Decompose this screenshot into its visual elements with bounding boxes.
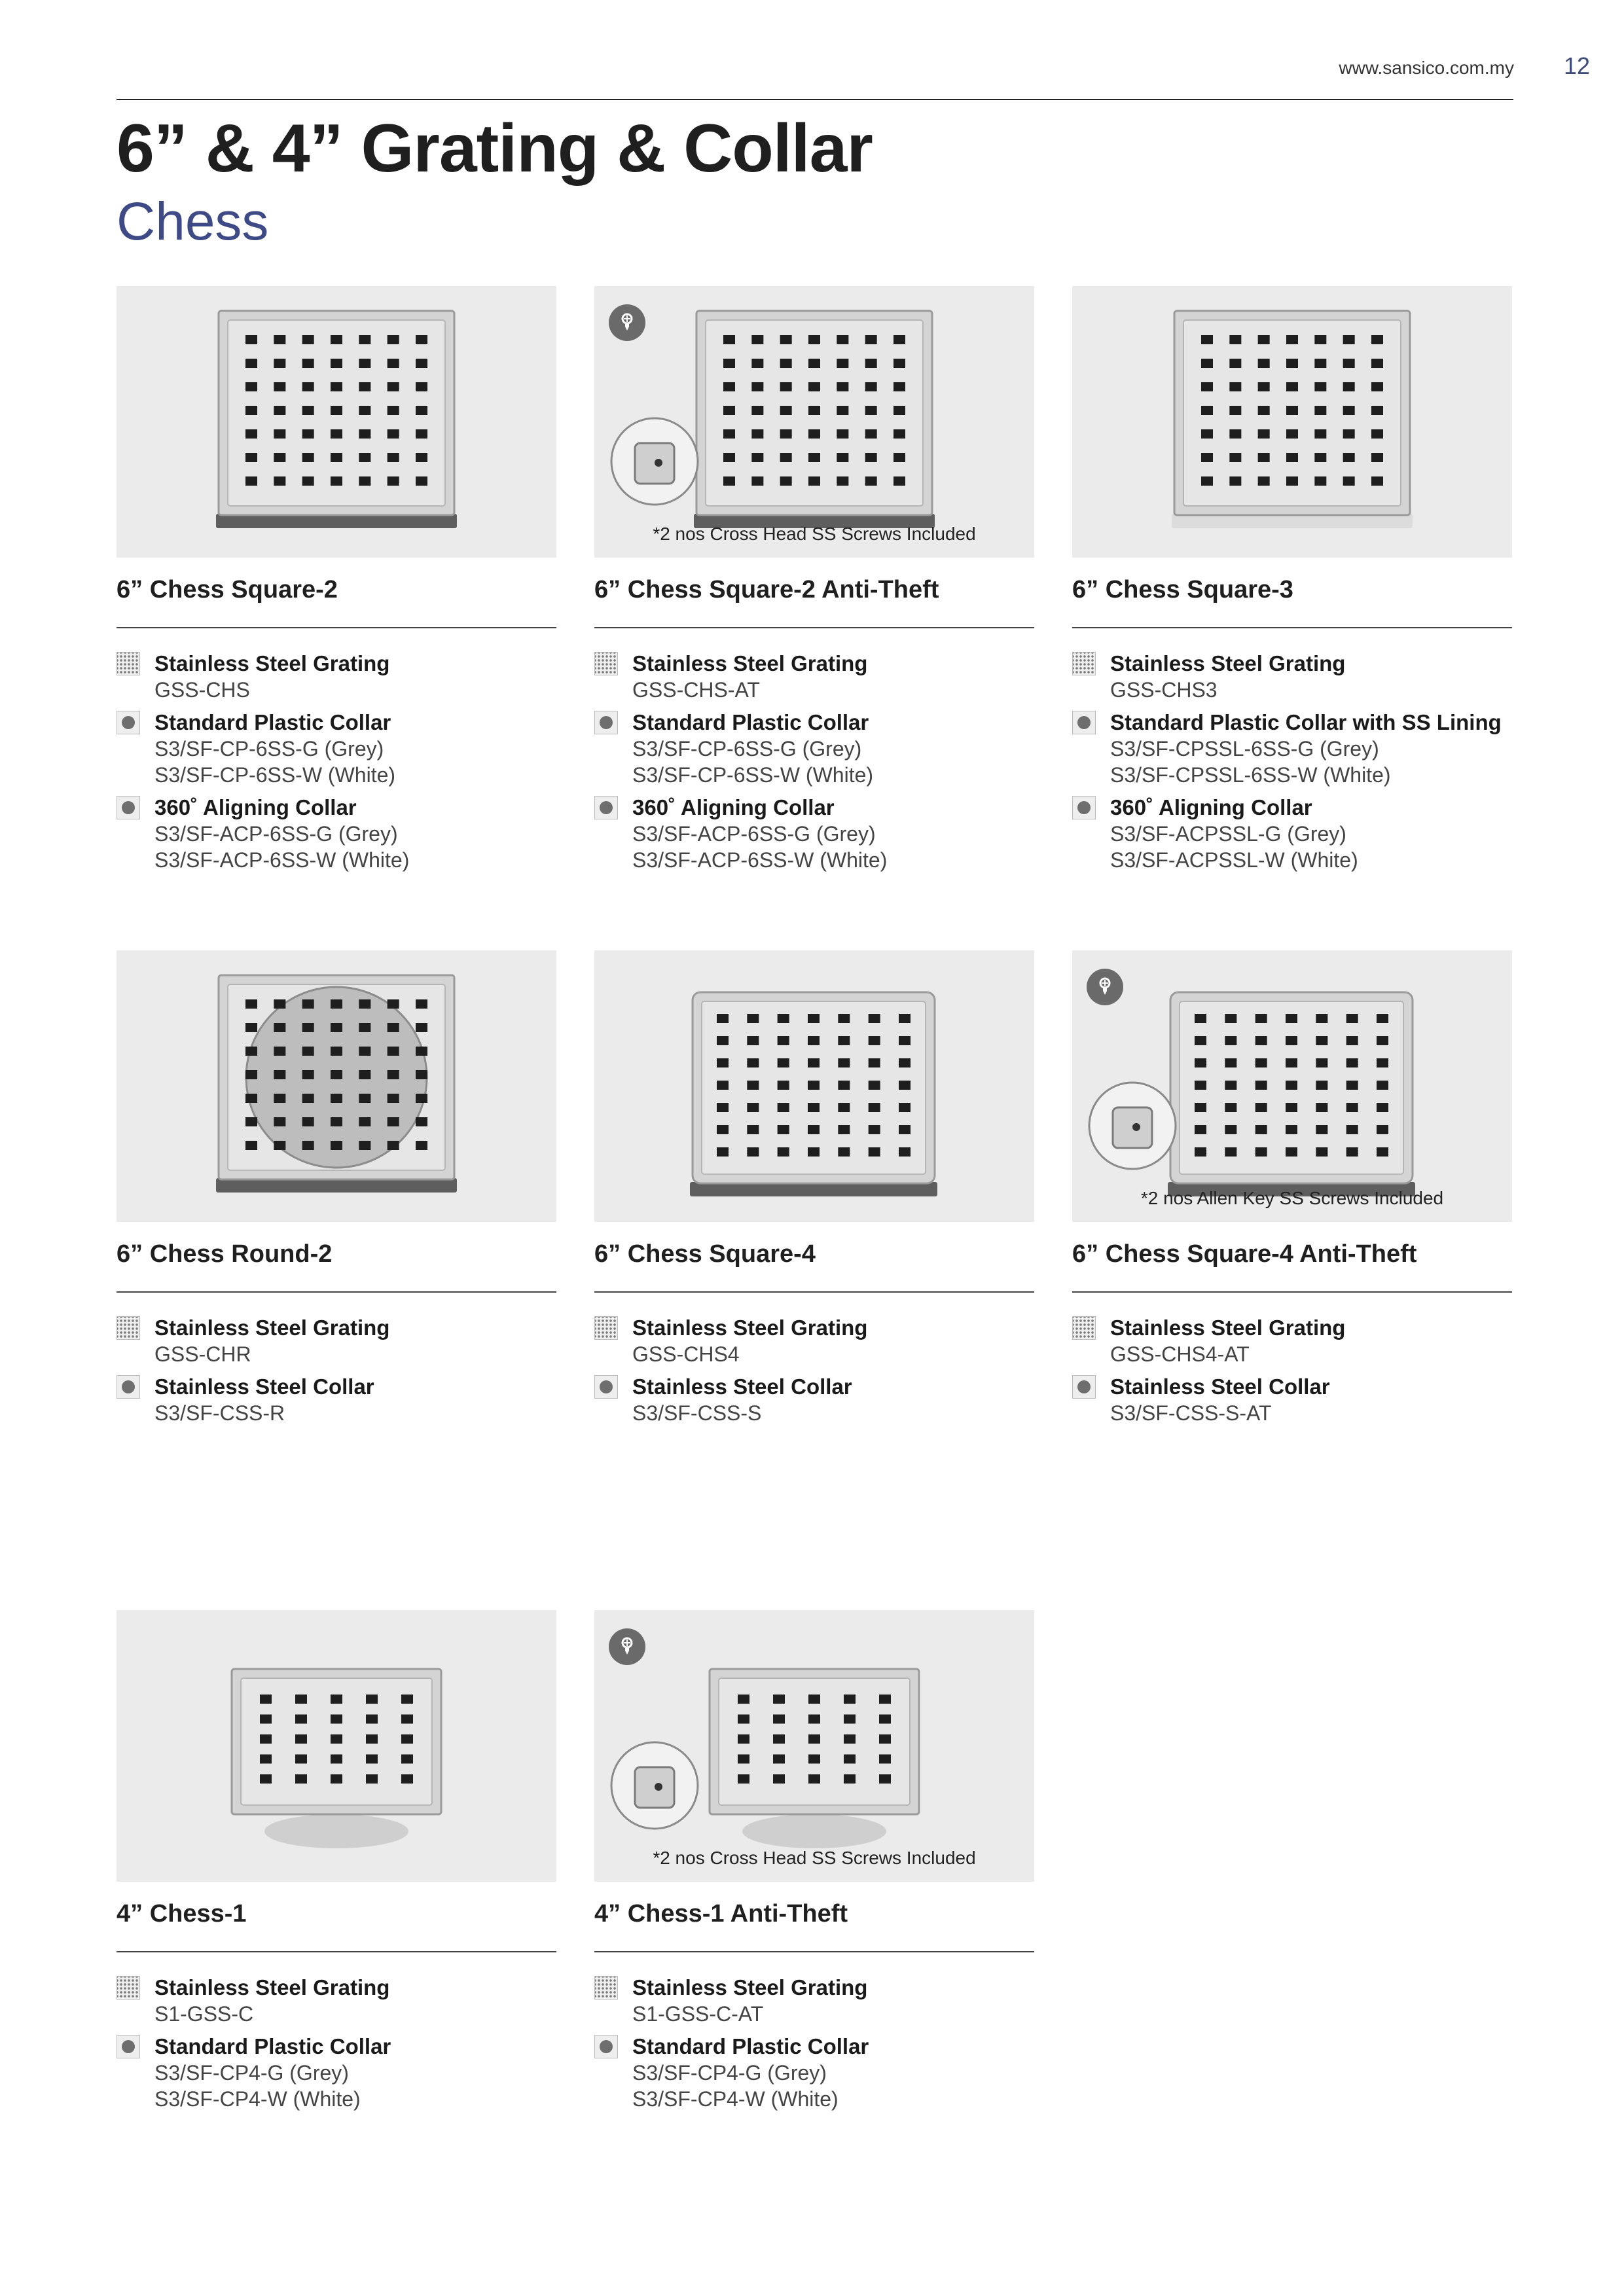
product-name: 6” Chess Round-2 bbox=[117, 1240, 333, 1268]
screw-icon bbox=[609, 304, 645, 341]
product-code: S3/SF-CSS-R bbox=[154, 1401, 285, 1425]
product-code: S3/SF-ACP-6SS-W (White) bbox=[632, 848, 888, 872]
product-code: S3/SF-CP-6SS-W (White) bbox=[632, 763, 874, 787]
spec-item bbox=[1072, 1315, 1512, 1367]
spec-label: Stainless Steel Collar bbox=[154, 1374, 374, 1399]
spec-label: Stainless Steel Grating bbox=[632, 1975, 868, 2000]
product-image bbox=[1072, 286, 1512, 558]
product-card bbox=[1072, 286, 1512, 880]
spec-item bbox=[117, 2034, 556, 2112]
collar-icon bbox=[1072, 711, 1096, 734]
spec-label: Stainless Steel Grating bbox=[632, 651, 868, 675]
spec-item bbox=[594, 1975, 1034, 2027]
product-image bbox=[117, 950, 556, 1222]
product-card bbox=[117, 1610, 556, 2119]
spec-label: Stainless Steel Collar bbox=[632, 1374, 852, 1399]
spec-text bbox=[154, 1374, 374, 1426]
collar-icon bbox=[1072, 1375, 1096, 1399]
product-code: S3/SF-CP4-W (White) bbox=[154, 2087, 361, 2111]
section-divider bbox=[1072, 627, 1512, 628]
spec-label: Standard Plastic Collar bbox=[154, 2034, 391, 2058]
spec-text bbox=[1110, 709, 1502, 788]
collar-icon bbox=[594, 1375, 618, 1399]
spec-text bbox=[1110, 651, 1345, 703]
product-name: 6” Chess Square-2 bbox=[117, 576, 338, 603]
product-name: 6” Chess Square-4 Anti-Theft bbox=[1072, 1240, 1417, 1268]
product-code: S3/SF-CSS-S-AT bbox=[1110, 1401, 1272, 1425]
grating-icon bbox=[1072, 652, 1096, 675]
section-divider bbox=[594, 1951, 1034, 1952]
product-code: GSS-CHS4-AT bbox=[1110, 1342, 1250, 1366]
section-divider bbox=[594, 1291, 1034, 1293]
spec-text bbox=[154, 1975, 389, 2027]
product-code: GSS-CHS3 bbox=[1110, 678, 1218, 702]
spec-label: Stainless Steel Grating bbox=[1110, 651, 1346, 675]
product-name: 4” Chess-1 bbox=[117, 1900, 247, 1928]
website-url[interactable]: www.sansico.com.my bbox=[1339, 58, 1514, 78]
spec-item bbox=[594, 2034, 1034, 2112]
product-photo bbox=[117, 286, 556, 558]
product-code: S3/SF-ACPSSL-W (White) bbox=[1110, 848, 1358, 872]
product-image bbox=[117, 1610, 556, 1882]
product-code: GSS-CHS-AT bbox=[632, 678, 760, 702]
product-card bbox=[117, 286, 556, 880]
spec-text bbox=[632, 709, 873, 788]
grating-icon bbox=[594, 1316, 618, 1340]
grating-icon bbox=[1072, 1316, 1096, 1340]
grating-icon bbox=[117, 1976, 140, 2000]
spec-text bbox=[632, 1374, 852, 1426]
collar-icon bbox=[117, 711, 140, 734]
product-code: S3/SF-CPSSL-6SS-W (White) bbox=[1110, 763, 1391, 787]
screw-icon bbox=[609, 1628, 645, 1665]
product-image bbox=[594, 1610, 1034, 1882]
product-code: S3/SF-CP4-W (White) bbox=[632, 2087, 839, 2111]
spec-item bbox=[1072, 651, 1512, 703]
spec-item bbox=[594, 1374, 1034, 1426]
product-code: S3/SF-CP-6SS-G (Grey) bbox=[632, 737, 862, 761]
product-code: GSS-CHR bbox=[154, 1342, 251, 1366]
product-code: S3/SF-CP4-G (Grey) bbox=[154, 2061, 349, 2085]
image-caption: *2 nos Allen Key SS Screws Included bbox=[1140, 1188, 1444, 1208]
spec-item bbox=[117, 1315, 556, 1367]
product-code: S3/SF-ACP-6SS-G (Grey) bbox=[154, 822, 398, 846]
spec-label: 360˚ Aligning Collar bbox=[632, 795, 835, 819]
image-caption: *2 nos Cross Head SS Screws Included bbox=[653, 524, 976, 544]
page-subtitle: Chess bbox=[117, 192, 269, 251]
product-name: 6” Chess Square-3 bbox=[1072, 576, 1293, 603]
grating-icon bbox=[594, 652, 618, 675]
spec-text bbox=[154, 1315, 389, 1367]
spec-text bbox=[632, 1315, 867, 1367]
product-photo bbox=[594, 950, 1034, 1222]
spec-item bbox=[117, 795, 556, 873]
spec-item bbox=[117, 709, 556, 788]
product-image bbox=[594, 950, 1034, 1222]
spec-label: Stainless Steel Grating bbox=[154, 1316, 390, 1340]
product-code: S3/SF-CP4-G (Grey) bbox=[632, 2061, 827, 2085]
collar-icon bbox=[117, 796, 140, 819]
spec-text bbox=[1110, 1315, 1345, 1367]
grating-icon bbox=[117, 1316, 140, 1340]
spec-label: Standard Plastic Collar bbox=[154, 710, 391, 734]
spec-label: 360˚ Aligning Collar bbox=[1110, 795, 1312, 819]
image-caption: *2 nos Cross Head SS Screws Included bbox=[653, 1848, 976, 1868]
grating-icon bbox=[594, 1976, 618, 2000]
spec-label: Stainless Steel Collar bbox=[1110, 1374, 1330, 1399]
section-divider bbox=[117, 1291, 556, 1293]
product-photo bbox=[117, 950, 556, 1222]
section-divider bbox=[117, 1951, 556, 1952]
spec-text bbox=[154, 2034, 391, 2112]
product-card bbox=[1072, 950, 1512, 1433]
page-title: 6” & 4” Grating & Collar bbox=[117, 111, 873, 187]
header-rule bbox=[117, 99, 1513, 100]
product-photo bbox=[1072, 950, 1512, 1222]
spec-label: 360˚ Aligning Collar bbox=[154, 795, 357, 819]
product-code: S3/SF-ACP-6SS-W (White) bbox=[154, 848, 410, 872]
spec-item bbox=[1072, 795, 1512, 873]
spec-text bbox=[154, 795, 409, 873]
page-number: 12 bbox=[1563, 52, 1590, 79]
spec-item bbox=[1072, 1374, 1512, 1426]
spec-text bbox=[632, 651, 867, 703]
spec-text bbox=[154, 709, 395, 788]
product-code: S3/SF-ACPSSL-G (Grey) bbox=[1110, 822, 1346, 846]
product-code: S3/SF-CSS-S bbox=[632, 1401, 762, 1425]
spec-item bbox=[594, 709, 1034, 788]
spec-text bbox=[632, 2034, 869, 2112]
collar-icon bbox=[117, 1375, 140, 1399]
collar-icon bbox=[594, 2035, 618, 2058]
product-photo bbox=[117, 1610, 556, 1882]
collar-icon bbox=[594, 796, 618, 819]
spec-label: Stainless Steel Grating bbox=[154, 651, 390, 675]
spec-item bbox=[594, 795, 1034, 873]
spec-label: Standard Plastic Collar bbox=[632, 710, 869, 734]
spec-text bbox=[1110, 1374, 1330, 1426]
product-name: 4” Chess-1 Anti-Theft bbox=[594, 1900, 848, 1928]
product-card bbox=[594, 1610, 1034, 2119]
spec-text bbox=[154, 651, 389, 703]
spec-item bbox=[594, 1315, 1034, 1367]
product-card bbox=[117, 950, 556, 1433]
product-name: 6” Chess Square-2 Anti-Theft bbox=[594, 576, 939, 603]
spec-label: Stainless Steel Grating bbox=[154, 1975, 390, 2000]
collar-icon bbox=[117, 2035, 140, 2058]
spec-item bbox=[117, 651, 556, 703]
section-divider bbox=[1072, 1291, 1512, 1293]
section-divider bbox=[594, 627, 1034, 628]
product-photo bbox=[594, 286, 1034, 558]
spec-label: Standard Plastic Collar with SS Lining bbox=[1110, 710, 1502, 734]
screw-icon bbox=[1087, 969, 1123, 1005]
product-code: S3/SF-ACP-6SS-G (Grey) bbox=[632, 822, 876, 846]
product-name: 6” Chess Square-4 bbox=[594, 1240, 816, 1268]
product-card bbox=[594, 950, 1034, 1433]
spec-label: Stainless Steel Grating bbox=[1110, 1316, 1346, 1340]
grating-icon bbox=[117, 652, 140, 675]
spec-item bbox=[117, 1374, 556, 1426]
collar-icon bbox=[594, 711, 618, 734]
product-code: S3/SF-CP-6SS-G (Grey) bbox=[154, 737, 384, 761]
product-code: S1-GSS-C-AT bbox=[632, 2002, 764, 2026]
spec-item bbox=[594, 651, 1034, 703]
spec-label: Stainless Steel Grating bbox=[632, 1316, 868, 1340]
product-code: S1-GSS-C bbox=[154, 2002, 254, 2026]
product-code: S3/SF-CPSSL-6SS-G (Grey) bbox=[1110, 737, 1379, 761]
spec-text bbox=[1110, 795, 1358, 873]
product-code: GSS-CHS4 bbox=[632, 1342, 740, 1366]
collar-icon bbox=[1072, 796, 1096, 819]
product-code: GSS-CHS bbox=[154, 678, 250, 702]
product-photo bbox=[1072, 286, 1512, 558]
spec-item bbox=[117, 1975, 556, 2027]
section-divider bbox=[117, 627, 556, 628]
product-photo bbox=[594, 1610, 1034, 1882]
product-card bbox=[594, 286, 1034, 880]
spec-text bbox=[632, 795, 887, 873]
product-code: S3/SF-CP-6SS-W (White) bbox=[154, 763, 396, 787]
spec-item bbox=[1072, 709, 1512, 788]
product-image bbox=[117, 286, 556, 558]
product-image bbox=[594, 286, 1034, 558]
product-image bbox=[1072, 950, 1512, 1222]
spec-text bbox=[632, 1975, 867, 2027]
spec-label: Standard Plastic Collar bbox=[632, 2034, 869, 2058]
